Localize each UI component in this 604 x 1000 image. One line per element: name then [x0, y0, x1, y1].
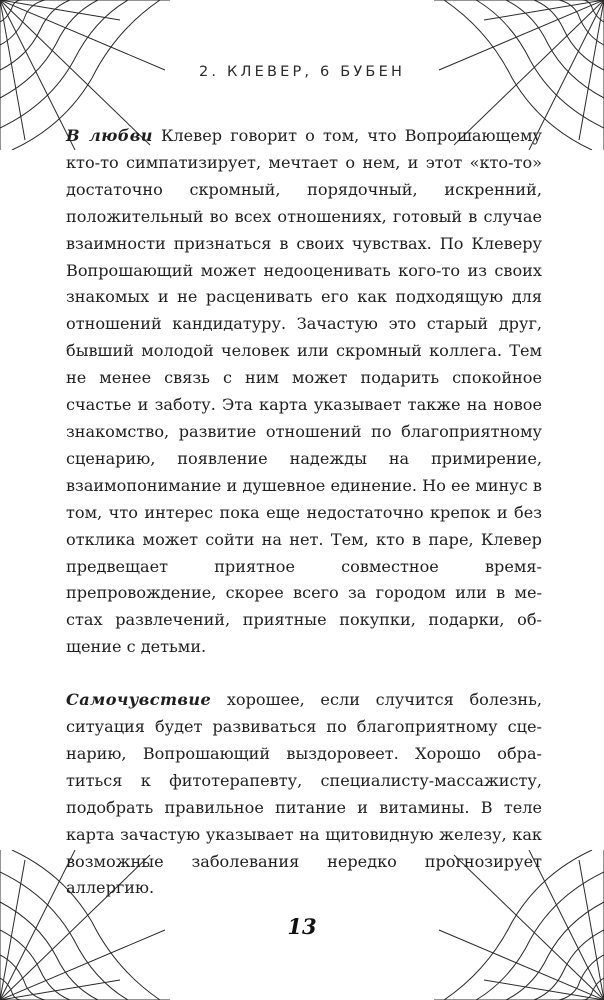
paragraph-lead: Самочувствие [66, 690, 212, 710]
paragraph-text: хорошее, если случится болезнь, ситуация будет развиваться по благоприятному сценарию, Вопрошающий выздоровеет. Хорошо обратиться к фитотерапевту, специалисту-массажисту, подобрать правильное питание и витамины. В теле карта зачастую указывает на щитовидную железу, как возможные заболевания нередко прогнозирует аллергию. [66, 690, 542, 898]
body-text [66, 123, 542, 902]
wellbeing-paragraph [66, 687, 542, 902]
page-number: 13 [287, 914, 317, 939]
love-paragraph [66, 123, 542, 661]
paragraph-lead: В любви [66, 126, 153, 145]
running-head: 2. КЛЕВЕР, 6 БУБЕН [198, 64, 406, 80]
paragraph-text: Клевер говорит о том, что Вопрошающему кто-то симпатизирует, мечтает о нем, и этот «кто-то» достаточно скромный, порядочный, искренний, положительный во всех отношениях, готовый в случае взаимности признаться в своих чувствах. По Клеверу Вопрошающий может недооценивать кого-то из своих знакомых и не расценивать его как подходящую для отношений кандидатуру. Зачастую это старый друг, бывший молодой человек или скромный коллега. Тем не менее связь с ним может подарить спокойное счастье и заботу. Эта карта указывает также на новое знакомство, развитие отношений по благоприятному сценарию, появление надежды на примирение, взаимопонимание и душевное единение. Но ее минус в том, что интерес пока еще недостаточно крепок и без отклика может сойти на нет. Тем, кто в паре, Клевер предвещает приятное совместное времяпрепровождение, скорее всего за городом или в местах развлечений, приятные покупки, подарки, общение с детьми. [66, 126, 542, 657]
